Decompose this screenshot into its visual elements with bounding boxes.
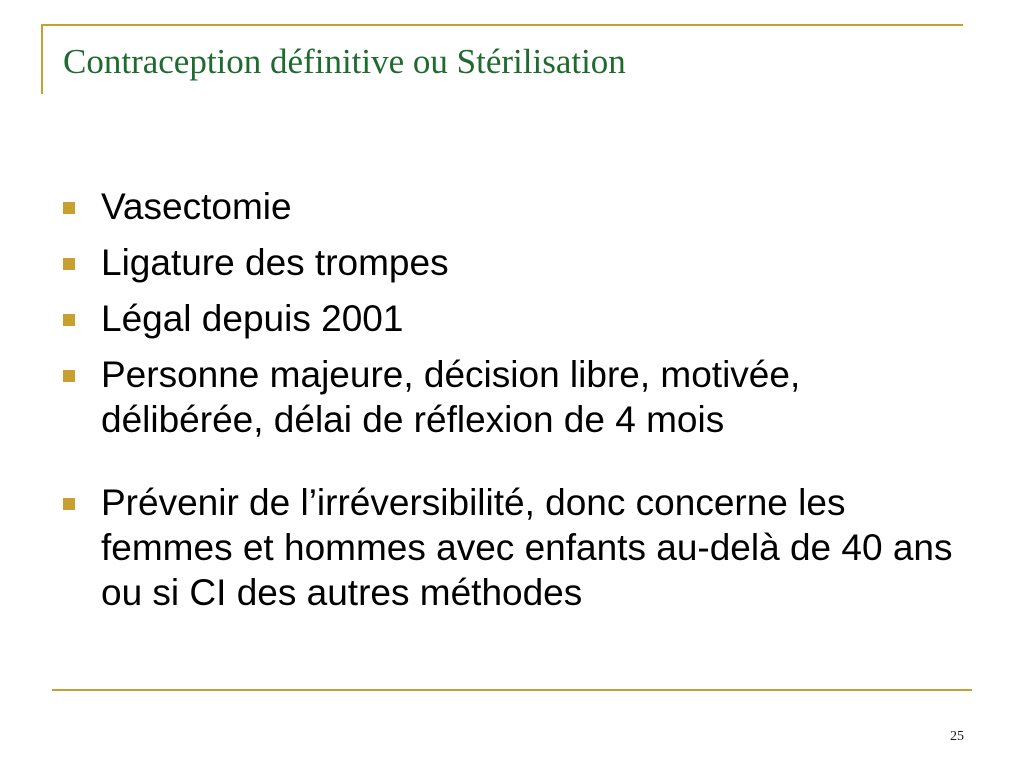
- square-bullet-icon: [63, 370, 75, 382]
- frame-top-line: [41, 24, 963, 26]
- page-number: 25: [950, 729, 964, 744]
- bullet-text: Légal depuis 2001: [101, 298, 404, 339]
- bullet-item-personne-majeure: [61, 352, 971, 442]
- footer-divider: [52, 689, 972, 691]
- bullet-list: [61, 184, 971, 626]
- square-bullet-icon: [63, 202, 75, 214]
- bullet-text: Prévenir de l’irréversibilité, donc concerne les femmes et hommes avec enfants au-delà de 40 ans ou si CI des autres méthodes: [101, 482, 953, 613]
- bullet-text: Vasectomie: [101, 186, 292, 227]
- square-bullet-icon: [63, 314, 75, 326]
- slide-title: Contraception définitive ou Stérilisation: [63, 42, 626, 81]
- square-bullet-icon: [63, 258, 75, 270]
- bullet-item-prevenir: [61, 480, 971, 615]
- bullet-text: Personne majeure, décision libre, motivée, délibérée, délai de réflexion de 4 mois: [101, 354, 801, 440]
- bullet-text: Ligature des trompes: [101, 242, 449, 283]
- square-bullet-icon: [63, 498, 75, 510]
- frame-vertical-line: [41, 24, 43, 94]
- bullet-item-ligature: [61, 240, 971, 285]
- bullet-item-vasectomie: [61, 184, 971, 229]
- bullet-item-legal: [61, 296, 971, 341]
